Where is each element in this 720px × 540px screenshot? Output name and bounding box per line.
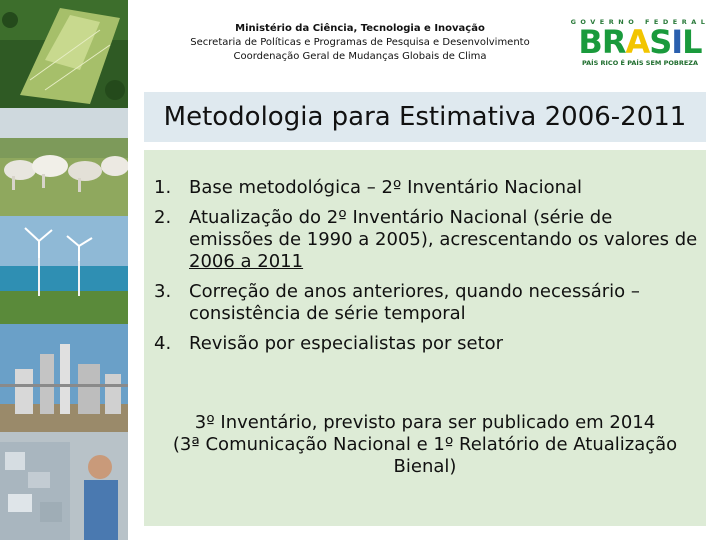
list-number: 3. <box>154 281 172 302</box>
header-line-1: Ministério da Ciência, Tecnologia e Inovação <box>235 23 485 34</box>
list-item <box>154 333 699 355</box>
logo-letter: A <box>625 23 650 61</box>
note-line-2: (3ª Comunicação Nacional e 1º Relatório de Atualização <box>172 434 678 455</box>
note-line-1: 3º Inventário, previsto para ser publicado em 2014 <box>194 412 656 433</box>
content-box <box>144 150 706 526</box>
note-line-3: Bienal) <box>393 456 457 477</box>
slide-title-box <box>144 92 706 142</box>
brasil-government-logo <box>570 18 710 70</box>
logo-brasil-word <box>570 23 710 61</box>
list-item <box>154 281 699 325</box>
photo-recycling-worker <box>0 432 128 540</box>
photo-wind-turbines <box>0 216 128 324</box>
photo-cattle <box>0 108 128 216</box>
list-number: 1. <box>154 177 172 198</box>
list-text: Atualização do 2º Inventário Nacional (série de emissões de 1990 a 2005), acrescentando os valores de <box>189 207 698 250</box>
photo-deforestation <box>0 0 128 108</box>
header-line-2: Secretaria de Políticas e Programas de Pesquisa e Desenvolvimento <box>190 37 530 48</box>
logo-letter: I <box>671 23 683 61</box>
logo-governo-federal: GOVERNO FEDERAL <box>570 18 710 26</box>
list-text: Correção de anos anteriores, quando necessário – consistência de série temporal <box>189 281 640 324</box>
photo-industrial-plant <box>0 324 128 432</box>
ministry-header <box>150 22 570 64</box>
logo-letter: L <box>682 23 702 61</box>
logo-letter: S <box>649 23 672 61</box>
list-text-underlined: 2006 a 2011 <box>189 251 304 272</box>
header-line-3: Coordenação Geral de Mudanças Globais de Clima <box>233 51 487 62</box>
slide-title: Metodologia para Estimativa 2006-2011 <box>163 102 687 132</box>
inventory-note <box>144 412 706 478</box>
list-number: 2. <box>154 207 172 228</box>
logo-letter: B <box>578 23 602 61</box>
list-text: Revisão por especialistas por setor <box>189 333 504 354</box>
list-item <box>154 177 699 199</box>
list-text: Base metodológica – 2º Inventário Nacional <box>189 177 583 198</box>
logo-slogan: PAÍS RICO É PAÍS SEM POBREZA <box>581 59 699 67</box>
logo-letter: R <box>601 23 626 61</box>
list-number: 4. <box>154 333 172 354</box>
list-item <box>154 207 699 273</box>
methodology-list <box>154 177 699 363</box>
